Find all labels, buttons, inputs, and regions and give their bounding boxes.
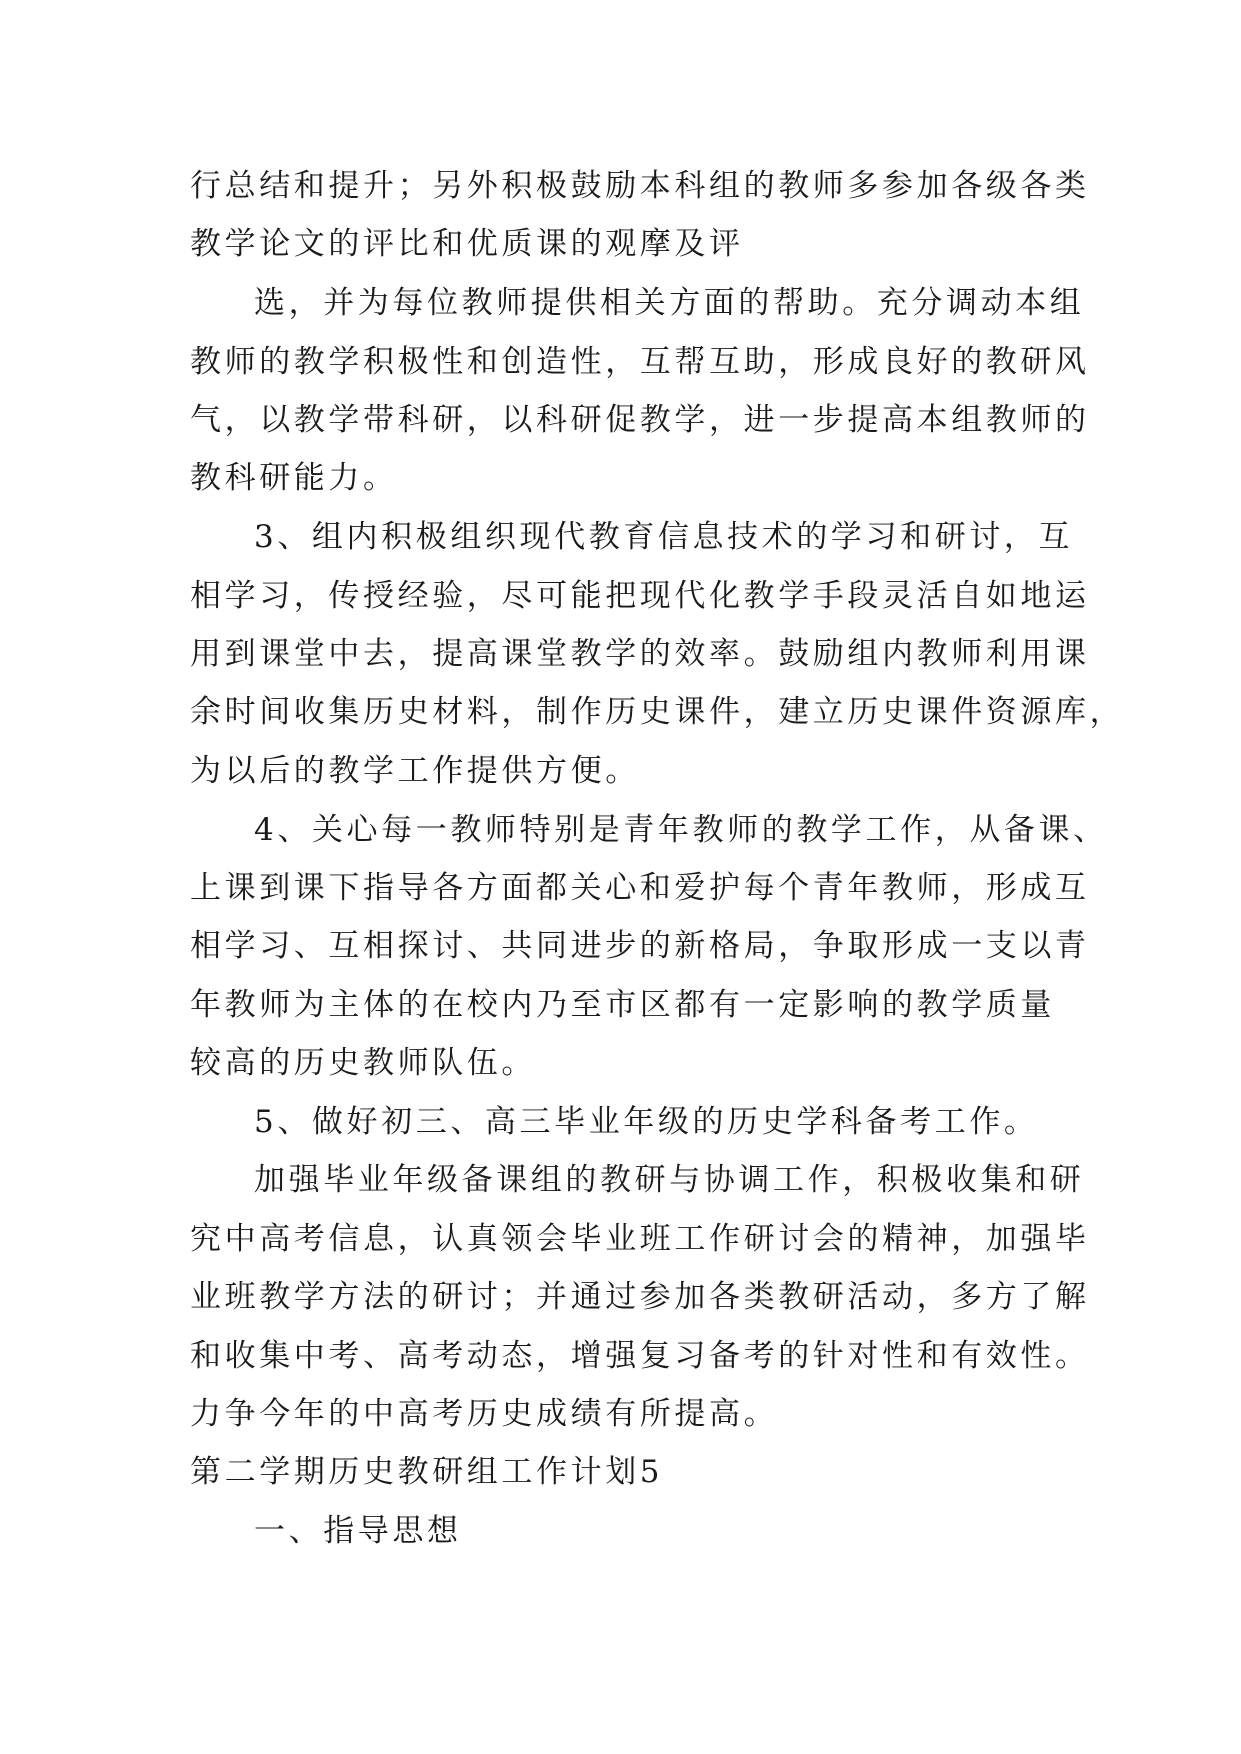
body-text-line: 4、关心每一教师特别是青年教师的教学工作，从备课、 <box>254 812 1108 848</box>
subsection-heading: 一、指导思想 <box>254 1513 462 1549</box>
body-text-line: 力争今年的中高考历史成绩有所提高。 <box>190 1396 779 1432</box>
body-text-line: 3、组内积极组织现代教育信息技术的学习和研讨，互 <box>254 519 1074 555</box>
body-text-line: 相学习、互相探讨、共同进步的新格局，争取形成一支以青 <box>190 928 1090 964</box>
body-text-line: 业班教学方法的研讨；并通过参加各类教研活动，多方了解 <box>190 1279 1090 1315</box>
body-text-line: 教学论文的评比和优质课的观摩及评 <box>190 226 744 262</box>
body-text-line: 年教师为主体的在校内乃至市区都有一定影响的教学质量 <box>190 987 1055 1023</box>
body-text-line: 5、做好初三、高三毕业年级的历史学科备考工作。 <box>254 1104 1039 1140</box>
body-text-line: 选，并为每位教师提供相关方面的帮助。充分调动本组 <box>254 285 1085 321</box>
body-text-line: 余时间收集历史材料，制作历史课件，建立历史课件资源库， <box>190 694 1125 730</box>
body-text-line: 加强毕业年级备课组的教研与协调工作，积极收集和研 <box>254 1162 1085 1198</box>
body-text-line: 为以后的教学工作提供方便。 <box>190 753 640 789</box>
body-text-line: 究中高考信息，认真领会毕业班工作研讨会的精神，加强毕 <box>190 1221 1090 1257</box>
body-text-line: 上课到课下指导各方面都关心和爱护每个青年教师，形成互 <box>190 870 1090 906</box>
body-text-line: 教师的教学积极性和创造性，互帮互助，形成良好的教研风 <box>190 344 1090 380</box>
body-text-line: 和收集中考、高考动态，增强复习备考的针对性和有效性。 <box>190 1338 1090 1374</box>
body-text-line: 相学习，传授经验，尽可能把现代化教学手段灵活自如地运 <box>190 578 1090 614</box>
body-text-line: 气，以教学带科研，以科研促教学，进一步提高本组教师的 <box>190 402 1090 438</box>
body-text-line: 较高的历史教师队伍。 <box>190 1045 536 1081</box>
body-text-line: 行总结和提升；另外积极鼓励本科组的教师多参加各级各类 <box>190 168 1090 204</box>
body-text-line: 教科研能力。 <box>190 460 398 496</box>
body-text-line: 用到课堂中去，提高课堂教学的效率。鼓励组内教师利用课 <box>190 636 1090 672</box>
section-heading: 第二学期历史教研组工作计划5 <box>190 1454 664 1490</box>
